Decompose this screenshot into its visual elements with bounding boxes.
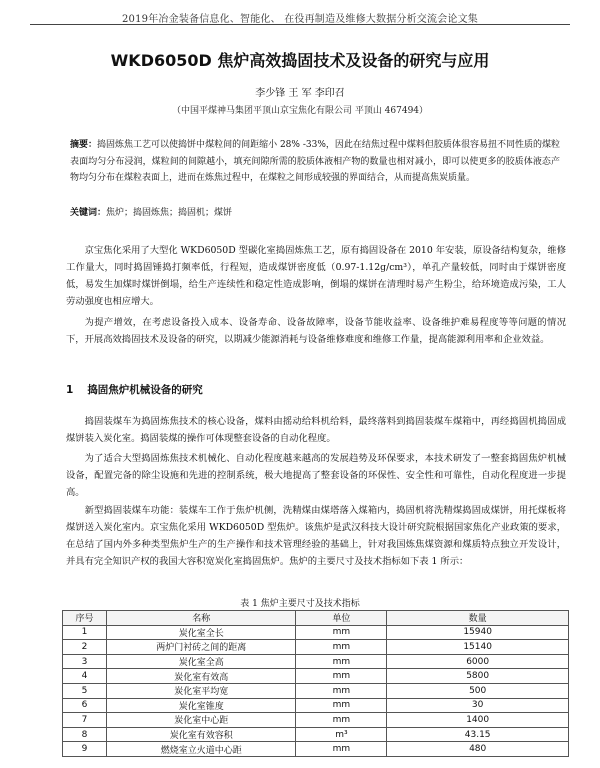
table-cell: mm [296, 640, 387, 655]
paper-title: WKD6050D 焦炉高效捣固技术及设备的研究与应用 [110, 51, 490, 70]
table-cell: mm [296, 683, 387, 698]
table-row [63, 654, 569, 669]
table-cell: 3 [63, 654, 107, 669]
table-cell: mm [296, 669, 387, 684]
section-number: 1 [66, 384, 74, 396]
table-cell: mm [296, 654, 387, 669]
table-cell: 4 [63, 669, 107, 684]
table-cell: 炭化室有效容积 [106, 727, 296, 742]
table-cell: 炭化室全高 [106, 654, 296, 669]
table-row [63, 669, 569, 684]
table-cell: 480 [387, 742, 569, 757]
table-cell: mm [296, 625, 387, 640]
keywords-label: 关键词： [70, 208, 107, 218]
table-cell: 2 [63, 640, 107, 655]
abstract-label: 摘要： [70, 140, 98, 150]
header-cell: 序号 [63, 611, 107, 626]
table-cell: 6 [63, 698, 107, 713]
table-cell: 两炉门衬砖之间的距离 [106, 640, 296, 655]
header-cell: 数量 [387, 611, 569, 626]
table-cell: 5 [63, 683, 107, 698]
body-paragraph-1: 捣固装煤车为捣固炼焦技术的核心设备，煤料由摇动给料机给料，最终落料到捣固装煤车煤箱中，再经捣固机捣固成煤饼装入炭化室。捣固装煤的操作可体现整套设备的自动化程度。 [66, 416, 566, 444]
table-row [63, 640, 569, 655]
table-cell: 30 [387, 698, 569, 713]
table-cell: mm [296, 742, 387, 757]
table-cell: 6000 [387, 654, 569, 669]
table-cell: 1 [63, 625, 107, 640]
keywords-text: 焦炉；捣固炼焦；捣固机；煤饼 [106, 208, 233, 218]
table-cell: 9 [63, 742, 107, 757]
header-cell: 名称 [106, 611, 296, 626]
table-row [63, 683, 569, 698]
table-cell: 炭化室中心距 [106, 713, 296, 728]
table-cell: m³ [296, 727, 387, 742]
table-row [63, 625, 569, 640]
abstract [70, 137, 560, 187]
specs-table [62, 610, 569, 757]
intro-paragraph-1: 京宝焦化采用了大型化 WKD6050D 型碳化室捣固炼焦工艺，原有捣固设备在 2010 年安装，原设备结构复杂，维修工作量大，同时捣固锤捣打频率低，行程短，造成煤饼密度低（0.97-1.12g/cm³），单孔产量较低，同时由于煤饼密度低，易发生加煤时煤饼倒塌，给生产连续性和稳定性造成影响，倒塌的煤饼在清理时易产生粉尘，给环境造成污染，工人劳动强度也相应增大。 [66, 245, 566, 307]
table-header-row [63, 611, 569, 626]
body-paragraph-2: 为了适合大型捣固炼焦技术机械化、自动化程度越来越高的发展趋势及环保要求，本技术研发了一整套捣固焦炉机械设备，配置完备的除尘设施和先进的控制系统，极大地提高了整套设备的环保性、安全性和可靠性，自动化程度进一步提高。 [66, 453, 566, 498]
table-row [63, 713, 569, 728]
body-paragraph-3: 新型捣固装煤车功能：装煤车工作于焦炉机侧，洗精煤由煤塔落入煤箱内，捣固机将洗精煤捣固成煤饼，用托煤板将煤饼送入炭化室内。京宝焦化采用 WKD6050D 型焦炉。该焦炉是武汉科技大设计研究院根据国家焦化产业政策的要求，在总结了国内外多种类型焦炉生产的生产操作和技术管理经验的基础上，针对我国炼焦煤资源和煤质特点独立开发设计，并具有完全知识产权的我国大容积宽炭化室捣固焦炉。焦炉的主要尺寸及技术指标如下表 1 所示： [66, 505, 566, 567]
table-cell: 7 [63, 713, 107, 728]
keywords [70, 205, 560, 218]
table-cell: 5800 [387, 669, 569, 684]
table-row [63, 727, 569, 742]
table-cell: 15940 [387, 625, 569, 640]
section-heading [66, 382, 203, 397]
table-caption: 表 1 焦炉主要尺寸及技术指标 [240, 599, 360, 609]
section-title: 捣固焦炉机械设备的研究 [87, 384, 203, 396]
table-cell: 15140 [387, 640, 569, 655]
intro-paragraph-2: 为提产增效，在考虑设备投入成本、设备寿命、设备故障率，设备节能收益率、设备维护难易程度等等问题的情况下，开展高效捣固技术及设备的研究，以期减少能源消耗与设备维修难度和维修工作量，提高能源利用率和企业效益。 [66, 317, 566, 345]
table-cell: 500 [387, 683, 569, 698]
affiliation: （中国平煤神马集团平顶山京宝焦化有限公司 平顶山 467494） [171, 106, 429, 116]
table-cell: 43.15 [387, 727, 569, 742]
table-cell: 炭化室有效高 [106, 669, 296, 684]
table-row [63, 742, 569, 757]
table-cell: mm [296, 698, 387, 713]
table-cell: 炭化室锥度 [106, 698, 296, 713]
header-rule [30, 24, 570, 25]
running-header: 2019年冶金装备信息化、智能化、 在役再制造及维修大数据分析交流会论文集 [121, 14, 479, 25]
authors: 李少锋 王 军 李印召 [255, 88, 345, 99]
abstract-text: 捣固炼焦工艺可以使捣饼中煤粒间的间距缩小 28% -33%，因此在结焦过程中煤料但胶质体很容易扭不同性质的煤粒表面均匀分布浸润，煤粒间的间隙越小，填充间隙所需的胶质体液相产物的数量也相对减小，即可以使更多的胶质体液态产物均匀分布在煤粒表面上，进而在炼焦过程中，在煤粒之间形成较强的界面结合，从而提高焦炭质量。 [70, 140, 560, 183]
table-row [63, 698, 569, 713]
table-cell: mm [296, 713, 387, 728]
table-cell: 8 [63, 727, 107, 742]
table-cell: 1400 [387, 713, 569, 728]
table-cell: 炭化室平均宽 [106, 683, 296, 698]
table-cell: 炭化室全长 [106, 625, 296, 640]
header-cell: 单位 [296, 611, 387, 626]
table-cell: 燃烧室立火道中心距 [106, 742, 296, 757]
